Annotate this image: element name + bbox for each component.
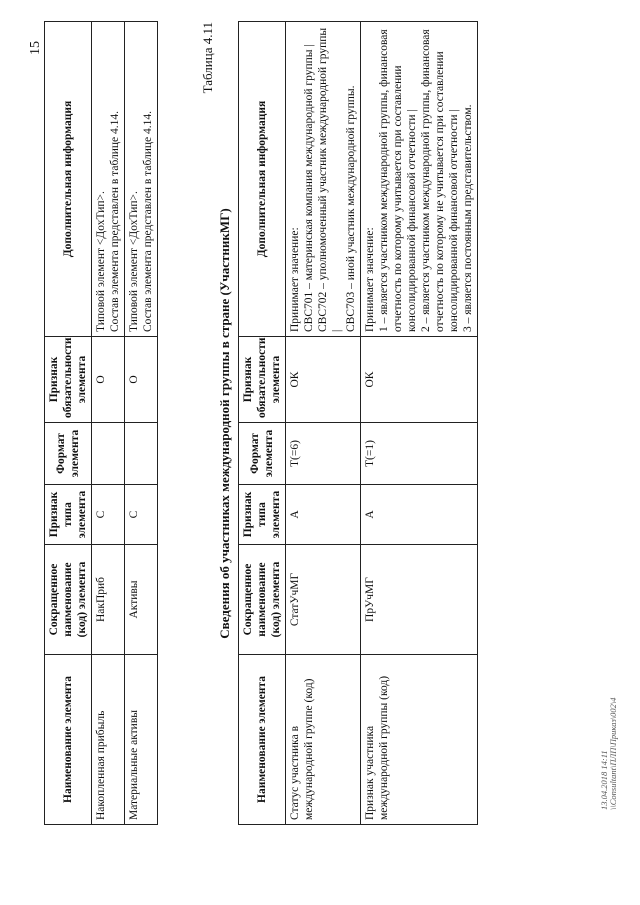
cell-type: А	[361, 485, 478, 545]
header-element-required: Признак обязательности элемента	[239, 337, 286, 423]
table-label: Таблица 4.11	[200, 22, 215, 94]
info-line: СВС703 – иной участник международной группы.	[345, 85, 358, 332]
table-header-row	[45, 22, 92, 825]
header-element-name: Наименование элемента	[45, 655, 92, 825]
header-additional-info: Дополнительная информация	[239, 22, 286, 337]
header-element-name: Наименование элемента	[239, 655, 286, 825]
info-line: 1 – является участником международной группы, финансовая отчетность по которому учитывается при составлении консолидированной финансовой отчетности |	[378, 29, 419, 332]
cell-type: А	[286, 485, 361, 545]
cell-name: Накопленная прибыль	[92, 655, 125, 825]
info-line: Типовой элемент <ДохТип>.	[128, 191, 141, 332]
cell-format	[125, 423, 158, 485]
cell-format: T(=6)	[286, 423, 361, 485]
cell-code: НакПриб	[92, 545, 125, 655]
info-line: СВС701 – материнская компания международной группы |	[303, 44, 316, 332]
header-element-type: Признак типа элемента	[239, 485, 286, 545]
table-row	[361, 22, 478, 825]
cell-name: Материальные активы	[125, 655, 158, 825]
section-title: Сведения об участниках международной группы в стране (УчастникМГ)	[217, 208, 232, 639]
cell-type: С	[125, 485, 158, 545]
elements-table-top	[44, 21, 158, 825]
table-row	[286, 22, 361, 825]
cell-info	[361, 22, 478, 337]
header-element-required: Признак обязательности элемента	[45, 337, 92, 423]
header-element-format: Формат элемента	[239, 423, 286, 485]
table-row	[125, 22, 158, 825]
table-row	[92, 22, 125, 825]
table-header-row	[239, 22, 286, 825]
stamp-line: 13.04.2018 14:11	[599, 750, 609, 810]
stamp-line: \\Consultant\ПЛП\Приказ\002\4	[608, 697, 619, 810]
cell-required: О	[92, 337, 125, 423]
cell-info	[286, 22, 361, 337]
page-number: 15	[28, 41, 43, 55]
header-element-type: Признак типа элемента	[45, 485, 92, 545]
cell-code: Активы	[125, 545, 158, 655]
info-line: Принимает значение:	[289, 227, 302, 332]
elements-table-participant	[238, 21, 478, 825]
info-line: Состав элемента представлен в таблице 4.14.	[142, 110, 155, 332]
header-element-format: Формат элемента	[45, 423, 92, 485]
info-line: 3 – является постоянным представительством.	[462, 104, 475, 332]
cell-info	[92, 22, 125, 337]
header-element-code: Сокращенное наименование (код) элемента	[45, 545, 92, 655]
header-additional-info: Дополнительная информация	[45, 22, 92, 337]
info-line: СВС702 – уполномоченный участник международной группы |	[317, 27, 344, 332]
cell-format: T(=1)	[361, 423, 478, 485]
print-stamp	[600, 698, 619, 810]
info-line: 2 – является участником международной группы, финансовая отчетность по которому не учитывается при составлении консолидированной финансовой отчетности |	[420, 29, 461, 332]
cell-name: Признак участника международной группы (код)	[361, 655, 478, 825]
cell-info	[125, 22, 158, 337]
cell-format	[92, 423, 125, 485]
cell-required: О	[125, 337, 158, 423]
cell-required: ОК	[286, 337, 361, 423]
cell-code: ПрУчМГ	[361, 545, 478, 655]
cell-name: Статус участника в международной группе (код)	[286, 655, 361, 825]
cell-type: С	[92, 485, 125, 545]
cell-code: СтатУчМГ	[286, 545, 361, 655]
info-line: Состав элемента представлен в таблице 4.14.	[109, 110, 122, 332]
cell-required: ОК	[361, 337, 478, 423]
info-line: Типовой элемент <ДохТип>.	[95, 191, 108, 332]
info-line: Принимает значение:	[364, 227, 377, 332]
header-element-code: Сокращенное наименование (код) элемента	[239, 545, 286, 655]
